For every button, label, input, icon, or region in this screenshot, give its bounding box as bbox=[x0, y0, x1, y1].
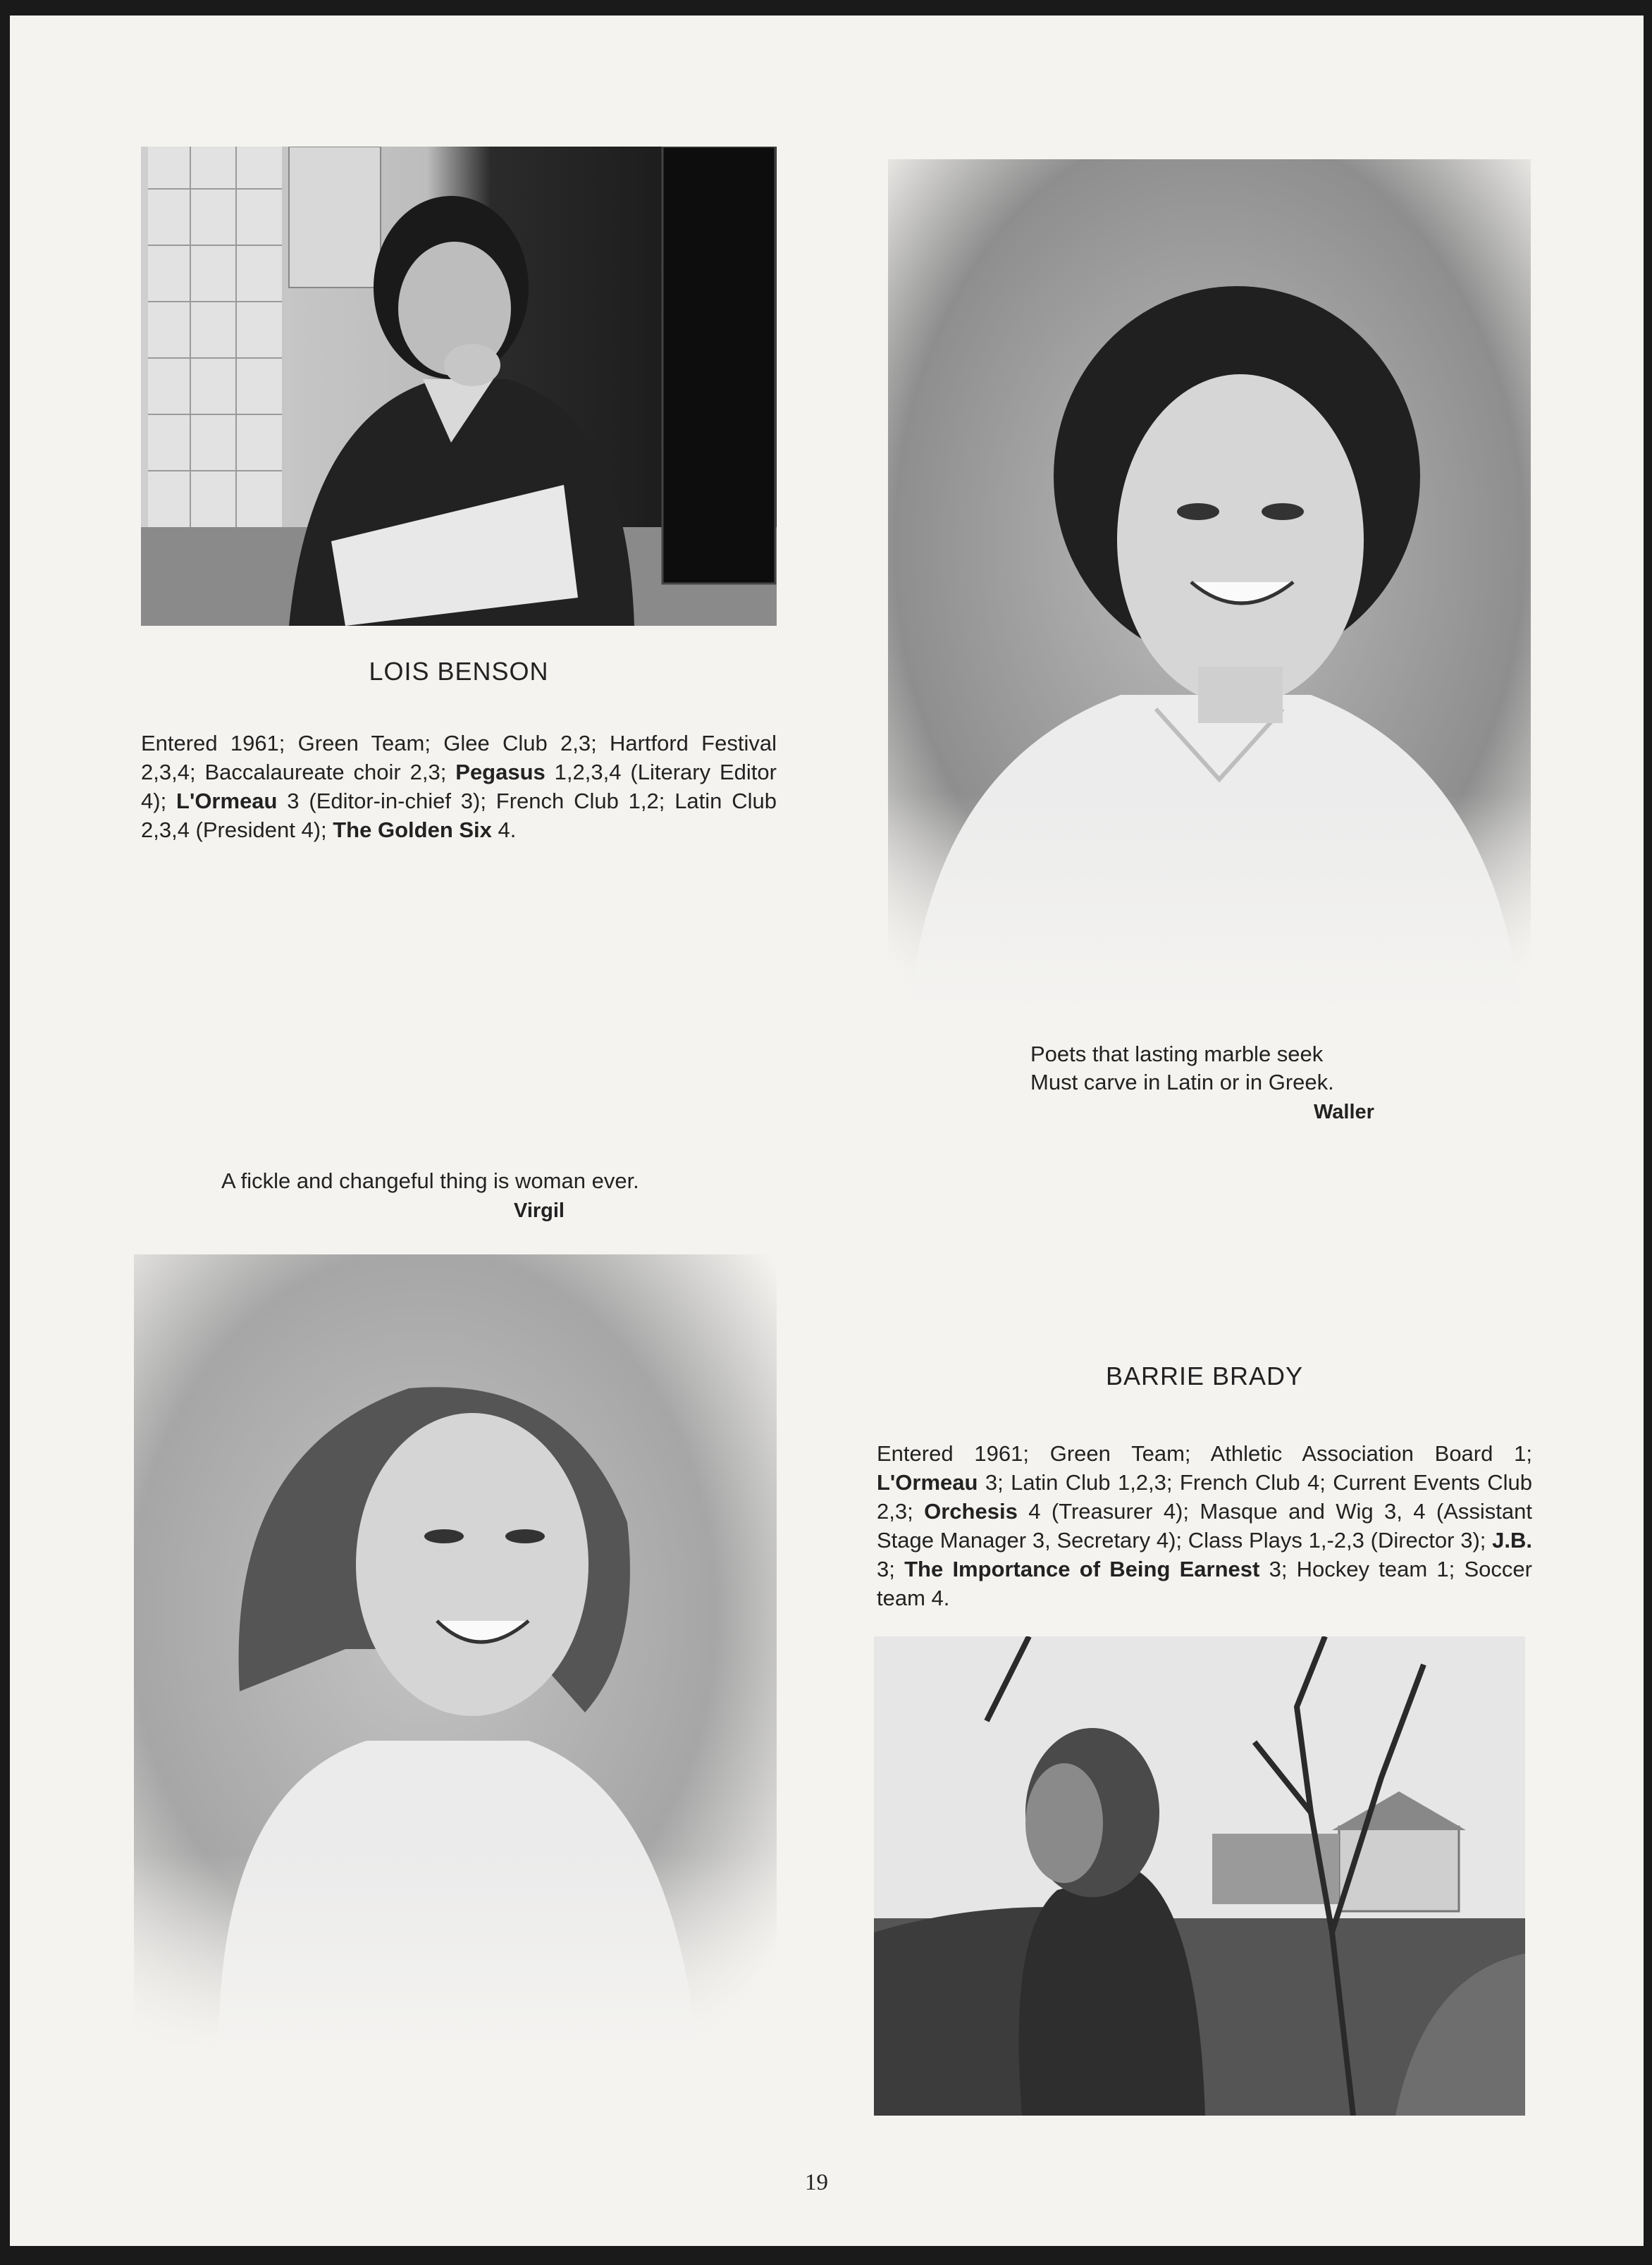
bio-text: 3; bbox=[877, 1557, 905, 1581]
quote-benson bbox=[1030, 1040, 1397, 1097]
bold-title: Pegasus bbox=[455, 760, 545, 784]
quote-line: Must carve in Latin or in Greek. bbox=[1030, 1070, 1334, 1094]
bold-title: The Importance of Being Earnest bbox=[904, 1557, 1260, 1581]
bio-text: 4. bbox=[491, 817, 517, 842]
bold-title: The Golden Six bbox=[333, 817, 492, 842]
bio-text: Entered 1961; Green Team; Glee Club 2,3; Hartford Festival 2,3,4; Baccalaureate choir 2,3; bbox=[141, 731, 777, 784]
bio-text: 3; Hockey team 1; Soccer team 4. bbox=[877, 1557, 1532, 1610]
bio-text: 1,2,3,4 (Literary Editor 4); bbox=[141, 760, 777, 813]
candid-photo-benson bbox=[141, 147, 777, 626]
bio-brady bbox=[877, 1439, 1532, 1612]
bold-title: J.B. bbox=[1492, 1528, 1532, 1553]
bold-title: Orchesis bbox=[924, 1499, 1018, 1524]
quote-author-benson: Waller bbox=[1314, 1101, 1374, 1123]
portrait-photo-benson bbox=[888, 159, 1531, 1016]
quote-brady: A fickle and changeful thing is woman ever. bbox=[221, 1168, 639, 1193]
candid-photo-brady bbox=[874, 1636, 1525, 2116]
page-number: 19 bbox=[805, 2170, 828, 2195]
bio-text: Entered 1961; Green Team; Athletic Association Board 1; bbox=[877, 1441, 1532, 1466]
bio-text: 3 (Editor-in-chief 3); French Club 1,2; Latin Club 2,3,4 (President 4); bbox=[141, 789, 777, 842]
quote-author-brady: Virgil bbox=[514, 1199, 565, 1222]
yearbook-page bbox=[10, 16, 1644, 2246]
bio-benson bbox=[141, 729, 777, 844]
bio-text: 3; Latin Club 1,2,3; French Club 4; Current Events Club 2,3; bbox=[877, 1470, 1532, 1524]
student-name-brady: BARRIE BRADY bbox=[1105, 1362, 1304, 1390]
bold-title: L'Ormeau bbox=[176, 789, 278, 813]
bold-title: L'Ormeau bbox=[877, 1470, 978, 1495]
student-name-benson: LOIS BENSON bbox=[369, 657, 549, 686]
bio-text: 4 (Treasurer 4); Masque and Wig 3, 4 (Assistant Stage Manager 3, Secretary 4); Class Plays 1,-2,3 (Director 3); bbox=[877, 1499, 1533, 1553]
portrait-photo-brady bbox=[134, 1254, 777, 2051]
quote-line: Poets that lasting marble seek bbox=[1030, 1042, 1324, 1066]
